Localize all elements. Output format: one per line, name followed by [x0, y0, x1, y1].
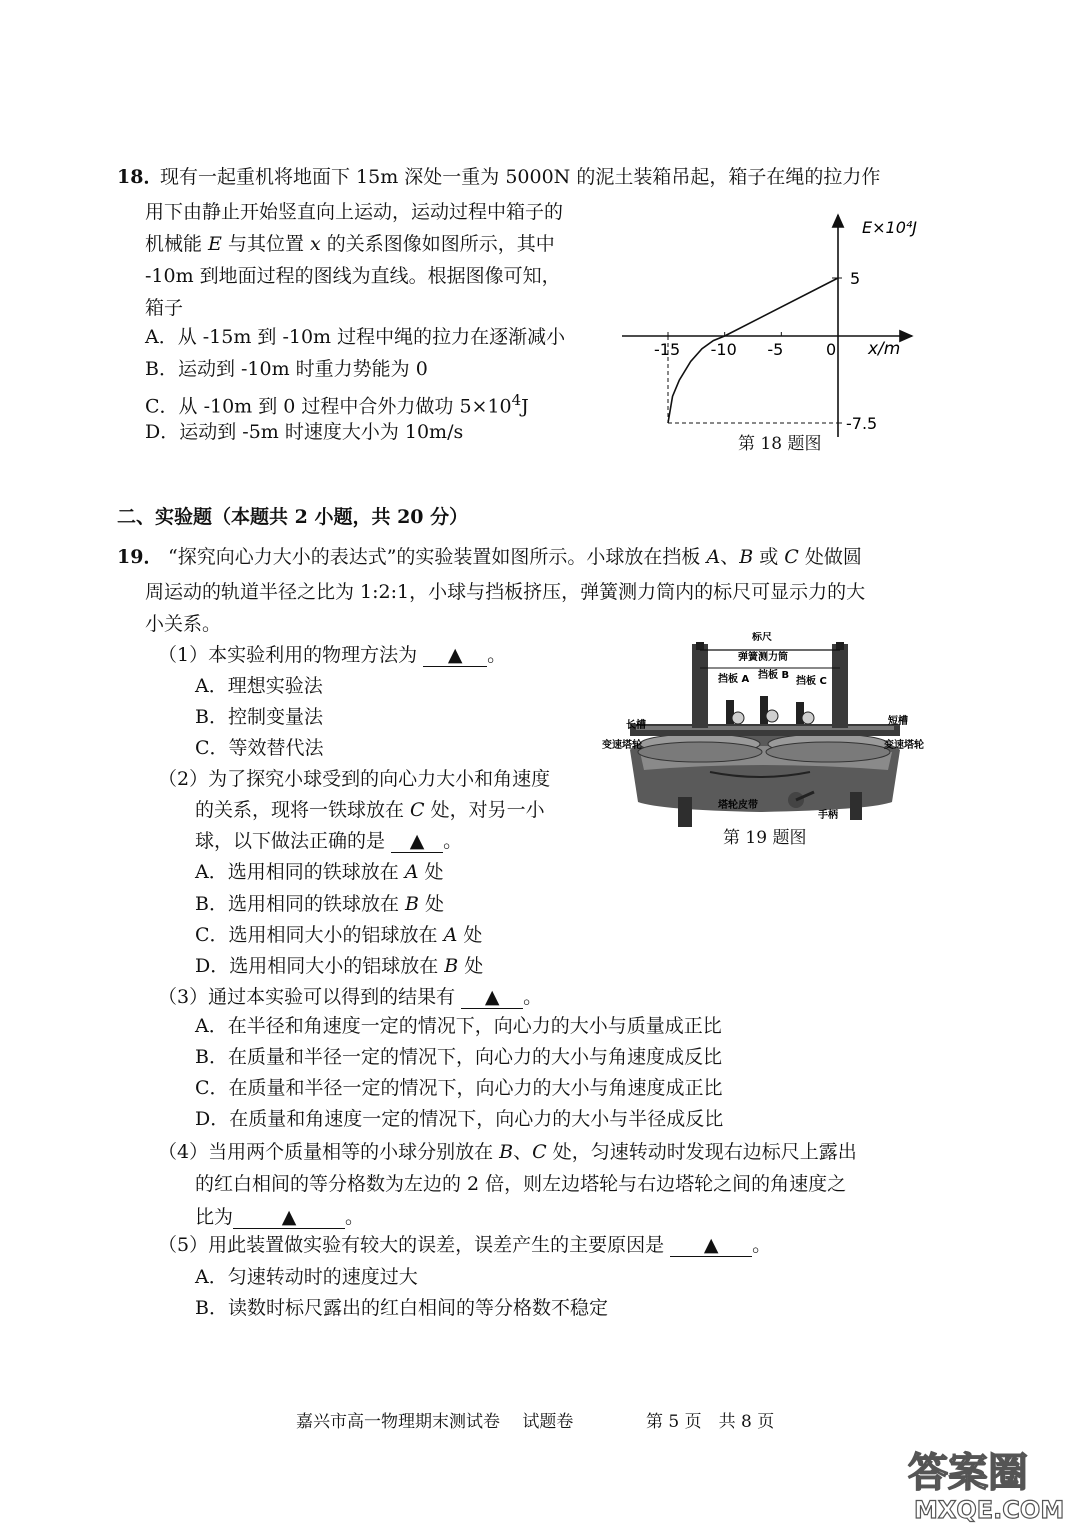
q18-stem-line3: 机械能 E 与其位置 x 的关系图像如图所示，其中	[145, 233, 555, 255]
q19-number: 19．	[117, 546, 163, 568]
y-tick-label: 5	[850, 269, 861, 288]
q18-caption: 第 18 题图	[738, 434, 822, 454]
q19-part2-option-c: C．选用相同大小的铝球放在 A 处	[195, 924, 483, 946]
q18-graph	[600, 205, 960, 445]
answer-blank[interactable]: ▲	[670, 1234, 752, 1257]
label-wheel-left: 变速塔轮	[602, 740, 642, 751]
label-handle: 手柄	[818, 810, 838, 821]
q19-part1-option-b: B．控制变量法	[195, 706, 323, 728]
x-axis-label: x/m	[868, 339, 901, 359]
label-plate-b: 挡板 B	[758, 670, 790, 681]
q18-option-d: D．运动到 -5m 时速度大小为 10m/s	[145, 421, 464, 443]
section2-title: 二、实验题（本题共 2 小题，共 20 分）	[117, 506, 469, 528]
footer-page-number: 第 5 页 共 8 页	[646, 1412, 775, 1432]
q19-stem-line3: 小关系。	[145, 613, 222, 635]
q19-part1-option-c: C．等效替代法	[195, 737, 324, 759]
q19-part4-line2: 的红白相间的等分格数为左边的 2 倍，则左边塔轮与右边塔轮之间的角速度之	[195, 1173, 847, 1195]
x-tick-label: -5	[767, 340, 784, 359]
q19-part3-option-b: B．在质量和半径一定的情况下，向心力的大小与角速度成反比	[195, 1046, 722, 1068]
x-tick-label: 0	[826, 340, 837, 359]
q19-stem-line2: 周运动的轨道半径之比为 1:2:1，小球与挡板挤压，弹簧测力筒内的标尺可显示力的大	[145, 581, 866, 603]
label-plate-c: 挡板 C	[796, 676, 827, 687]
answer-blank[interactable]: ▲	[233, 1206, 345, 1229]
label-wheel-right: 变速塔轮	[884, 740, 924, 751]
q19-part2-option-a: A．选用相同的铁球放在 A 处	[195, 861, 444, 883]
answer-blank[interactable]: ▲	[423, 644, 487, 667]
x-tick-label: -15	[654, 340, 681, 359]
q19-part4-line1: （4）当用两个质量相等的小球分别放在 B、C 处，匀速转动时发现右边标尺上露出	[158, 1141, 857, 1163]
label-ruler: 标尺	[752, 632, 772, 643]
q19-part3-option-c: C．在质量和半径一定的情况下，向心力的大小与角速度成正比	[195, 1077, 723, 1099]
q19-part3-option-d: D．在质量和角速度一定的情况下，向心力的大小与半径成反比	[195, 1108, 724, 1130]
q19-stem-line1: “探究向心力大小的表达式”的实验装置如图所示。小球放在挡板 A、B 或 C 处做圆	[168, 546, 862, 568]
q19-part5: （5）用此装置做实验有较大的误差，误差产生的主要原因是 ▲ 。	[158, 1234, 772, 1256]
q19-part3-option-a: A．在半径和角速度一定的情况下，向心力的大小与质量成正比	[195, 1015, 722, 1037]
q18-option-c: C．从 -10m 到 0 过程中合外力做功 $5\times 10^4J$	[145, 391, 529, 418]
y-tick-label: -7.5	[846, 414, 878, 433]
label-short-slot: 短槽	[888, 716, 908, 727]
answer-blank[interactable]: ▲	[391, 830, 443, 853]
q19-part1-option-a: A．理想实验法	[195, 675, 323, 697]
q18-stem-line5: 箱子	[145, 297, 184, 319]
q19-part2-line3: 球，以下做法正确的是 ▲ 。	[195, 830, 463, 852]
watermark	[900, 1440, 1075, 1525]
q18-number: 18．	[117, 166, 163, 188]
q18-stem-line4: -10m 到地面过程的图线为直线。根据图像可知，	[145, 265, 561, 287]
watermark-site: MXQE.COM	[914, 1496, 1065, 1524]
q19-part2-option-b: B．选用相同的铁球放在 B 处	[195, 893, 445, 915]
q18-stem-line2: 用下由静止开始竖直向上运动，运动过程中箱子的	[145, 201, 564, 223]
y-axis-label: E×10⁴J	[862, 218, 918, 237]
label-spring: 弹簧测力筒	[738, 652, 788, 663]
q19-part4-line3: 比为 ▲ 。	[195, 1206, 365, 1228]
q19-part2-line1: （2）为了探究小球受到的向心力大小和角速度	[158, 768, 551, 790]
q18-option-a: A．从 -15m 到 -10m 过程中绳的拉力在逐渐减小	[145, 326, 566, 348]
label-plate-a: 挡板 A	[718, 674, 750, 685]
centripetal-apparatus-photo	[600, 632, 935, 830]
q19-part3: （3）通过本实验可以得到的结果有 ▲ 。	[158, 986, 543, 1008]
q19-caption: 第 19 题图	[723, 828, 807, 848]
q18-option-b: B．运动到 -10m 时重力势能为 0	[145, 358, 428, 380]
watermark-logo: 答案圈	[908, 1450, 1028, 1496]
q19-part5-option-b: B．读数时标尺露出的红白相间的等分格数不稳定	[195, 1297, 608, 1319]
q19-part2-option-d: D．选用相同大小的铝球放在 B 处	[195, 955, 484, 977]
q19-part1: （1）本实验利用的物理方法为 ▲ 。	[158, 644, 507, 666]
series-line	[725, 278, 838, 336]
x-tick-label: -10	[710, 340, 737, 359]
q19-part2-line2: 的关系，现将一铁球放在 C 处，对另一小	[195, 799, 545, 821]
q18-stem-line1: 现有一起重机将地面下 15m 深处一重为 5000N 的泥土装箱吊起，箱子在绳的拉力作	[160, 166, 881, 188]
label-belt: 塔轮皮带	[718, 800, 758, 811]
q19-part5-option-a: A．匀速转动时的速度过大	[195, 1266, 418, 1288]
label-long-slot: 长槽	[626, 720, 646, 731]
answer-blank[interactable]: ▲	[461, 986, 523, 1009]
footer-title: 嘉兴市高一物理期末测试卷 试题卷	[296, 1412, 574, 1432]
